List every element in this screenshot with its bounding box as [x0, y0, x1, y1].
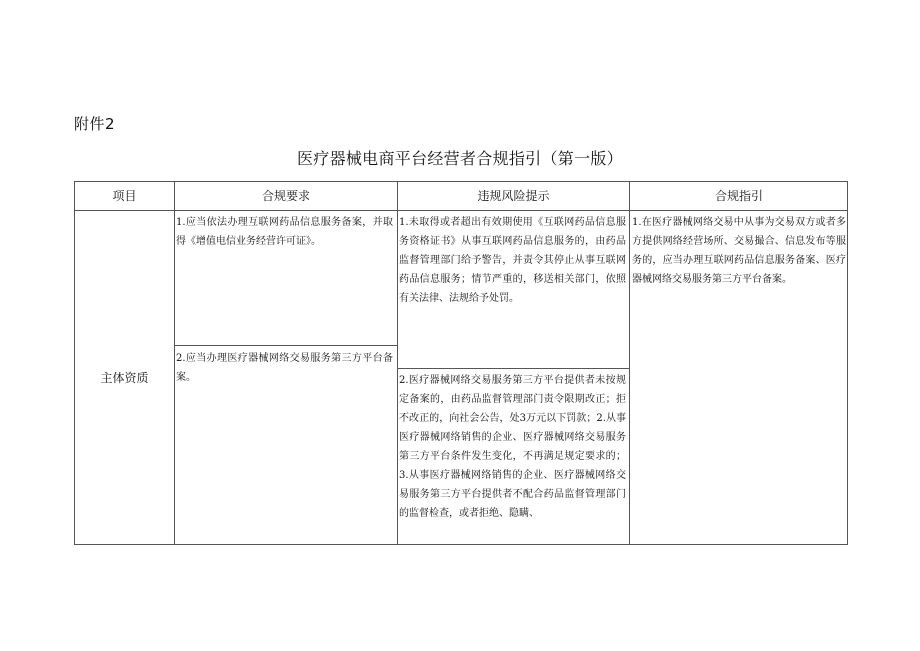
requirement-2: 2.应当办理医疗器械网络交易服务第三方平台备案。: [176, 353, 393, 383]
column-divider: [174, 182, 175, 544]
column-divider: [629, 182, 630, 544]
header-requirements: 合规要求: [261, 189, 310, 203]
row-divider: [397, 368, 629, 369]
header-item: 项目: [112, 189, 137, 203]
risk-2: 2.医疗器械网络交易服务第三方平台提供者未按规定备案的，由药品监督管理部门责令限期改正；拒不改正的，向社会公告，处3万元以下罚款；2.从事医疗器械网络销售的企业、医疗器械网络交易服务第三方平台条件发生变化，不再满足规定要求的；3.从事医疗器械网络销售的企业、医疗器械网络交易服务第三方平台提供者不配合药品监督管理部门的监督检查，或者拒绝、隐瞒、: [399, 375, 626, 519]
risk-1: 1.未取得或者超出有效期使用《互联网药品信息服务资格证书》从事互联网药品信息服务的，由药品监督管理部门给予警告，并责令其停止从事互联网药品信息服务；情节严重的，移送相关部门，依照有关法律、法规给予处罚。: [399, 217, 626, 304]
guidance-1: 1.在医疗器械网络交易中从事为交易双方或者多方提供网络经营场所、交易撮合、信息发布等服务的，应当办理互联网药品信息服务备案、医疗器械网络交易服务第三方平台备案。: [632, 217, 846, 285]
header-divider: [75, 210, 847, 211]
subject-label: 主体资质: [100, 371, 149, 385]
document-title: 医疗器械电商平台经营者合规指引（第一版）: [296, 149, 623, 168]
attachment-label: 附件2: [74, 115, 116, 133]
requirement-1: 1.应当依法办理互联网药品信息服务备案，并取得《增值电信业务经营许可证》。: [176, 217, 393, 247]
column-divider: [397, 182, 398, 544]
header-risk: 违规风险提示: [477, 189, 550, 203]
row-divider: [174, 345, 397, 346]
compliance-table: [74, 181, 848, 545]
header-guidance: 合规指引: [714, 189, 763, 203]
